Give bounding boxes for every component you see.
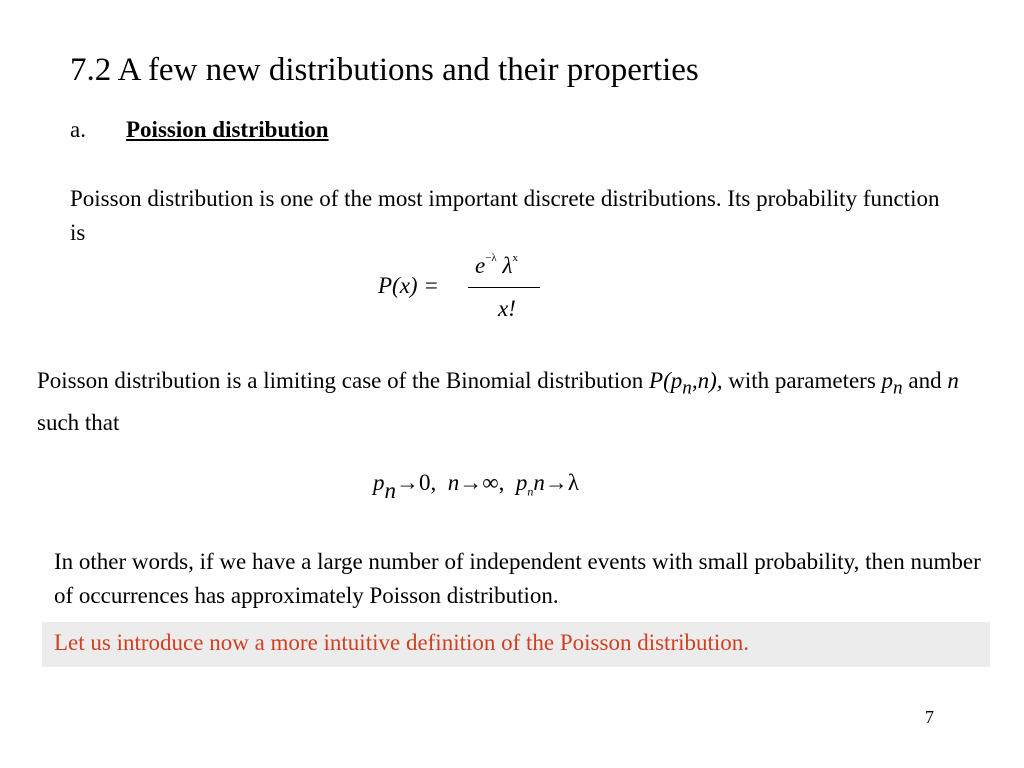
numerator-exp: −λ — [485, 252, 497, 264]
numerator-lambda-exp: x — [512, 252, 518, 264]
param-p: $p_n$ — [881, 368, 903, 399]
subsection-number: a. — [70, 117, 86, 142]
poisson-pmf-formula — [378, 250, 548, 330]
slide-title: 7.2 A few new distributions and their properties — [70, 52, 699, 88]
binomial-dist-symbol: $P(p_n,n)$, — [649, 368, 723, 399]
highlight-text: Let us introduce now a more intuitive definition of the Poisson distribution. — [54, 630, 750, 655]
formula-numerator — [475, 252, 518, 279]
subsection-title: Poission distribution — [126, 117, 329, 142]
param-n: n — [947, 368, 959, 393]
paragraph-intro: Poisson distribution is one of the most important discrete distributions. Its probability function is — [70, 186, 940, 245]
numerator-base: e — [475, 253, 486, 278]
limit-conditions-formula: pn→0, n→∞, $p_nn\to\lambda$ — [373, 470, 580, 503]
paragraph-interpretation: In other words, if we have a large number of independent events with small probability, then number of occurrences has approximately Poisson distribution. — [54, 549, 981, 608]
formula-denominator: x! — [498, 296, 516, 321]
fraction-bar — [468, 287, 540, 288]
subsection-heading — [70, 117, 329, 143]
page-number: 7 — [925, 707, 934, 727]
paragraph-binomial-limit: Poisson distribution is a limiting case of the Binomial distribution $P(p_n,n)$, with parameters $p_n$ and n such that — [37, 368, 959, 435]
numerator-lambda: λ — [502, 253, 513, 278]
formula-lhs: P(x) = — [378, 273, 439, 298]
